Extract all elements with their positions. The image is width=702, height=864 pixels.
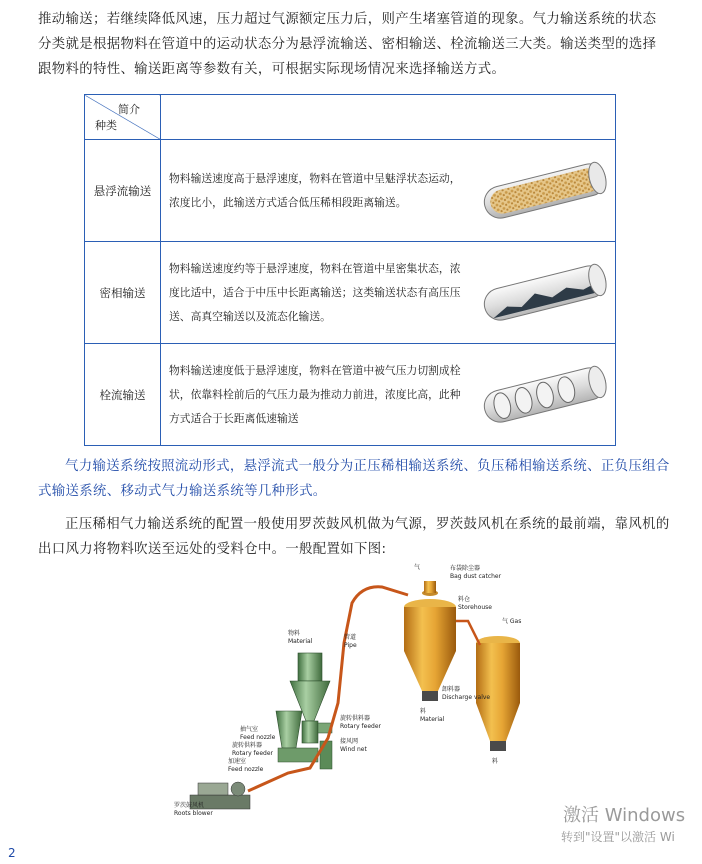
- label-roots-en: Roots blower: [174, 810, 213, 817]
- table-row: [85, 344, 616, 446]
- suspension-flow-pipe-image: [475, 161, 615, 221]
- table-row: [85, 140, 616, 242]
- row-description: 物料输送速度高于悬浮速度，物料在管道中呈魅浮状态运动，浓度比小，此输送方式适合低压稀相段距离输送。: [169, 171, 461, 209]
- table-header-corner: [85, 95, 161, 140]
- feed-hopper: [276, 653, 332, 769]
- label-rotary2-en: Rotary feeder: [232, 750, 273, 757]
- label-wind-en: Wind net: [340, 746, 367, 753]
- label-material-en: Material: [288, 638, 313, 645]
- table-header-row: [85, 95, 616, 140]
- label-material-mid-en: Material: [420, 716, 445, 723]
- label-gas-right: 气 Gas: [502, 618, 522, 625]
- label-pipe-en: Pipe: [344, 642, 357, 649]
- activation-watermark-subtitle: 转到"设置"以激活 Wi: [561, 830, 675, 844]
- label-roots-cn: 罗茨鼓风机: [174, 802, 205, 809]
- label-gas-top: 气: [414, 564, 421, 571]
- page-number: 2: [8, 846, 16, 860]
- label-feed-nozzle-cn: 抽气室: [240, 726, 259, 733]
- label-bag-dust-cn: 布袋除尘器: [450, 565, 481, 572]
- row-type-dense: 密相输送: [85, 242, 161, 344]
- row-description: 物料输送速度约等于悬浮速度，物料在管道中星密集状态，浓度比适中，适合于中压中长距离输送；这类输送状态有高压压送、高真空输送以及流态化输送。: [169, 261, 461, 323]
- label-rotary-cn: 旋转供料器: [340, 715, 371, 722]
- label-storehouse-cn: 料仓: [458, 596, 471, 603]
- label-material-right: 料: [492, 758, 499, 765]
- label-rotary2-cn: 旋转供料器: [232, 742, 263, 749]
- label-bag-dust-en: Bag dust catcher: [450, 573, 502, 580]
- header-type-label: 种类: [95, 119, 117, 132]
- row-type-suspension: 悬浮流输送: [85, 140, 161, 242]
- plug-flow-pipe-image: [475, 365, 615, 425]
- conveying-types-table: [84, 94, 616, 446]
- label-rotary-en: Rotary feeder: [340, 723, 381, 730]
- row-type-plug: 栓流输送: [85, 344, 161, 446]
- label-material-mid-cn: 料: [420, 708, 427, 715]
- label-discharge-en: Discharge valve: [442, 694, 491, 701]
- label-discharge-cn: 卸料器: [442, 686, 461, 693]
- label-storehouse-en: Storehouse: [458, 604, 492, 611]
- label-feed-nozzle-en: Feed nozzle: [240, 734, 276, 741]
- intro-paragraph: 推动输送；若继续降低风速，压力超过气源额定压力后，则产生堵塞管道的现象。气力输送系统的状态分类就是根据物料在管道中的运动状态分为悬浮流输送、密相输送、栓流输送三大类。输送类型的选择跟物料的特性、输送距离等参数有关，可根据实际现场情况来选择输送方式。: [38, 12, 657, 77]
- row-description: 物料输送速度低于悬浮速度，物料在管道中被气压力切割成栓状，依靠料栓前后的气压力最为推动力前进，浓度比高，此种方式适合于长距离低速输送: [169, 363, 461, 425]
- storehouse-bin: [404, 581, 456, 701]
- pneumatic-conveying-diagram: [168, 563, 528, 828]
- label-material-cn: 物料: [288, 630, 301, 637]
- activation-watermark-title: 激活 Windows: [563, 805, 686, 826]
- dense-phase-pipe-image: [475, 263, 615, 323]
- label-feed-nozzle2-en: Feed nozzle: [228, 766, 264, 773]
- label-wind-cn: 接风网: [340, 738, 359, 745]
- table-row: [85, 242, 616, 344]
- blue-paragraph: 气力输送系统按照流动形式，悬浮流式一般分为正压稀相输送系统、负压稀相输送系统、正负压组合式输送系统、移动式气力输送系统等几种形式。: [38, 459, 670, 499]
- config-paragraph: 正压稀相气力输送系统的配置一般使用罗茨鼓风机做为气源，罗茨鼓风机在系统的最前端，靠风机的出口风力将物料吹送至远处的受料仓中。一般配置如下图:: [38, 517, 670, 557]
- label-feed-nozzle2-cn: 加速室: [228, 758, 247, 765]
- header-intro-label: 简介: [118, 103, 140, 116]
- table-header-blank: [161, 95, 616, 140]
- label-pipe-cn: 管道: [344, 634, 357, 641]
